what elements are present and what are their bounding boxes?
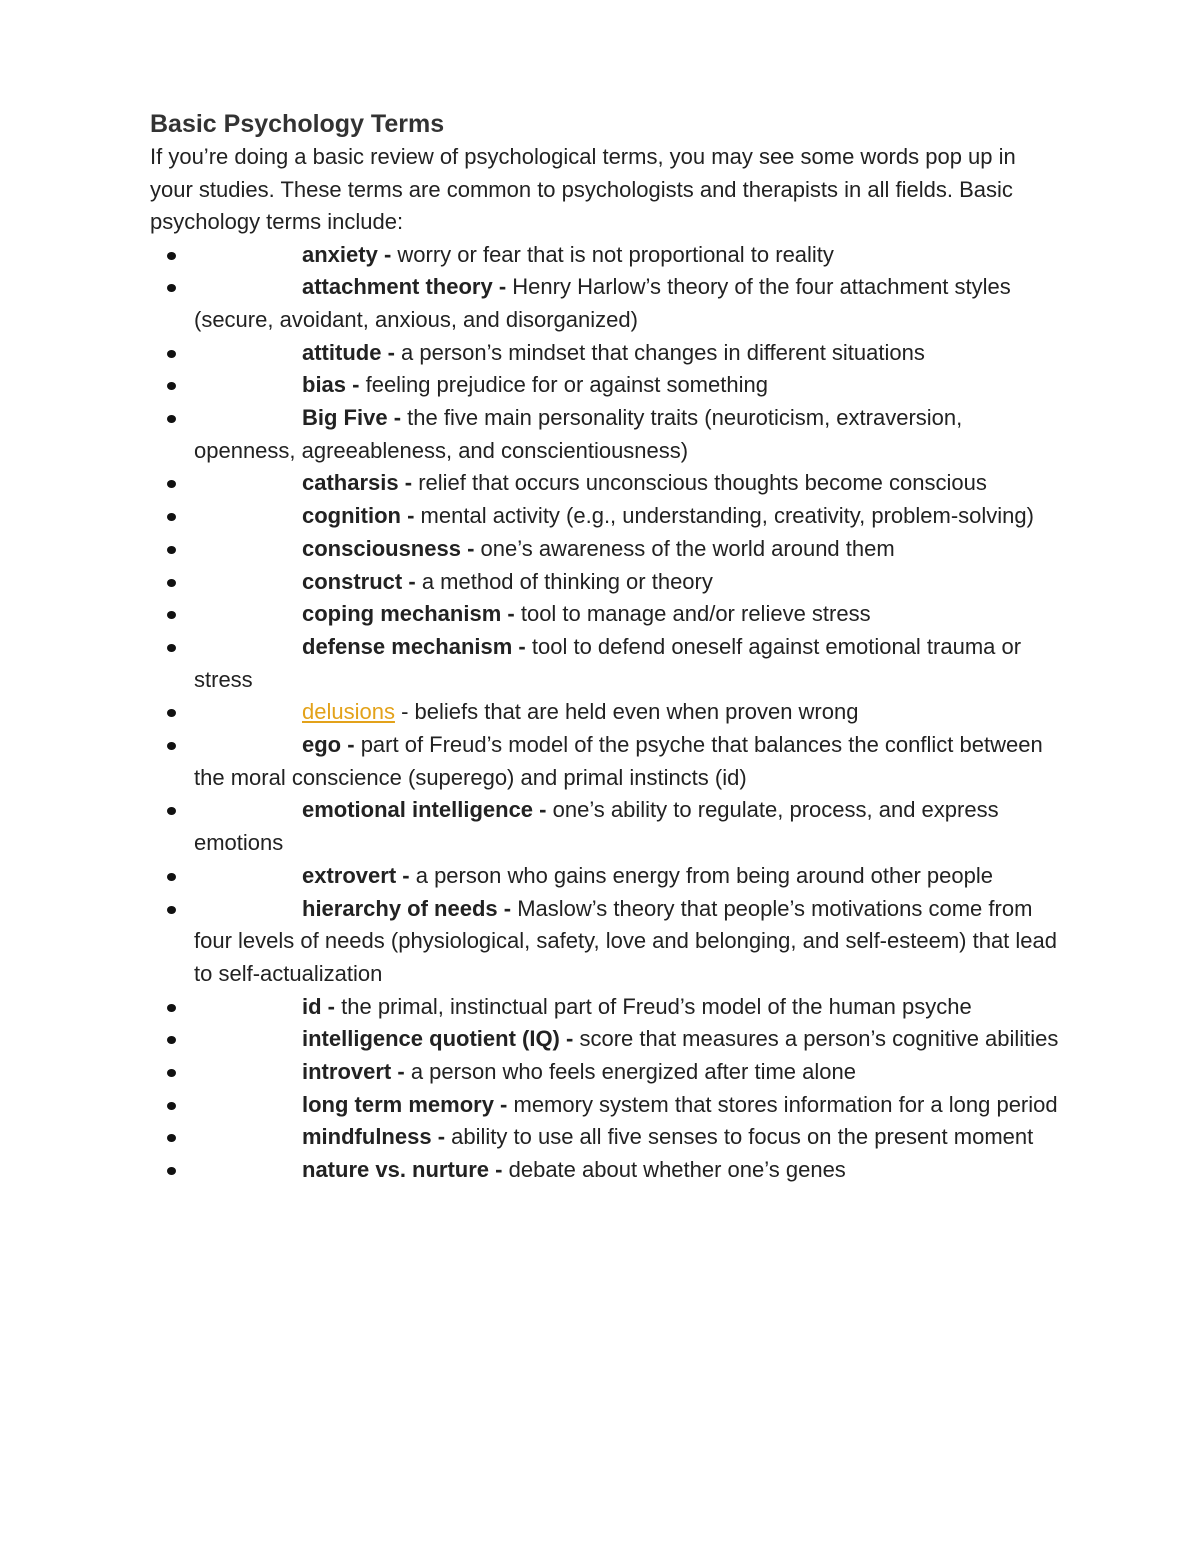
term-word: nature vs. nurture [302,1157,490,1183]
term-separator: - [387,405,408,431]
bullet-icon [167,1167,176,1175]
list-item [150,337,1060,370]
term-separator: - [398,470,419,496]
term-definition: worry or fear that is not proportional to reality [397,241,834,267]
bullet-icon [167,644,176,652]
bullet-icon [167,1036,176,1044]
term-definition: Maslow’s theory that people’s motivations come from four levels of needs (physiological, safety, love and belonging, and self-esteem) that lead to self-actualization [194,895,1057,986]
term-separator: - [431,1124,452,1150]
term-word: coping mechanism [302,601,502,627]
term-word: attitude [302,339,382,365]
list-item [150,860,1060,893]
term-separator: - [391,1059,411,1085]
term-separator: - [400,503,421,529]
term-definition: the five main personality traits (neuroticism, extraversion, openness, agreeableness, and conscientiousness) [194,405,963,463]
bullet-icon [167,382,176,390]
list-item [150,1089,1060,1122]
term-word: catharsis [302,470,399,496]
term-link[interactable]: delusions [302,699,395,725]
term-definition: a person who feels energized after time alone [410,1059,856,1085]
term-definition: feeling prejudice for or against something [365,372,768,398]
terms-list [150,239,1060,1187]
term-definition: a method of thinking or theory [421,568,713,594]
list-item [150,271,1060,336]
bullet-icon [167,807,176,815]
bullet-icon [167,611,176,619]
term-separator: - [321,993,342,1019]
list-item [150,794,1060,859]
term-word: bias [302,372,347,398]
bullet-icon [167,480,176,488]
term-separator: - [492,274,513,300]
bullet-icon [167,1004,176,1012]
term-separator: - [394,699,415,725]
page-title: Basic Psychology Terms [150,110,445,138]
term-word: id [302,993,322,1019]
term-separator: - [460,535,481,561]
list-item [150,1023,1060,1056]
list-item [150,893,1060,991]
term-separator: - [489,1157,509,1183]
list-item [150,729,1060,794]
bullet-icon [167,1069,176,1077]
list-item [150,1121,1060,1154]
bullet-icon [167,1102,176,1110]
term-word: Big Five [302,405,388,431]
term-definition: a person who gains energy from being around other people [415,862,993,888]
term-word: ego [302,732,342,758]
term-definition: Henry Harlow’s theory of the four attachment styles (secure, avoidant, anxious, and disorganized) [194,274,1011,332]
list-item [150,402,1060,467]
bullet-icon [167,350,176,358]
term-separator: - [497,895,518,921]
list-item [150,533,1060,566]
term-definition: score that measures a person’s cognitive abilities [579,1026,1059,1052]
bullet-icon [167,415,176,423]
term-word: defense mechanism [302,633,513,659]
term-definition: the primal, instinctual part of Freud’s model of the human psyche [341,993,972,1019]
term-word: construct [302,568,403,594]
document-page [150,108,1060,1187]
term-definition: mental activity (e.g., understanding, creativity, problem-solving) [420,503,1034,529]
term-separator: - [533,797,553,823]
bullet-icon [167,284,176,292]
term-definition: beliefs that are held even when proven wrong [414,699,859,725]
list-item [150,239,1060,272]
bullet-icon [167,513,176,521]
term-word: anxiety [302,241,378,267]
term-separator: - [512,633,532,659]
bullet-icon [167,873,176,881]
list-item [150,1154,1060,1187]
term-word: extrovert [302,862,397,888]
term-separator: - [493,1091,514,1117]
term-definition: one’s awareness of the world around them [480,535,895,561]
term-word: mindfulness [302,1124,432,1150]
term-word: attachment theory [302,274,493,300]
bullet-icon [167,252,176,260]
list-item [150,598,1060,631]
term-definition: memory system that stores information for a long period [513,1091,1058,1117]
term-separator: - [341,732,361,758]
term-definition: relief that occurs unconscious thoughts become conscious [418,470,987,496]
term-definition: part of Freud’s model of the psyche that balances the conflict between the moral conscience (superego) and primal instincts (id) [194,732,1043,790]
term-word: intelligence quotient (IQ) [302,1026,560,1052]
list-item [150,566,1060,599]
list-item [150,500,1060,533]
term-definition: one’s ability to regulate, process, and express emotions [194,797,999,856]
term-word: long term memory [302,1091,494,1117]
term-word: cognition [302,503,401,529]
term-separator: - [377,241,398,267]
term-definition: tool to defend oneself against emotional trauma or stress [194,633,1022,692]
term-definition: a person’s mindset that changes in different situations [401,339,925,365]
term-definition: debate about whether one’s genes [508,1157,846,1183]
term-definition: tool to manage and/or relieve stress [520,601,871,627]
list-item [150,696,1060,729]
bullet-icon [167,709,176,717]
term-word: introvert [302,1059,392,1085]
bullet-icon [167,906,176,914]
term-word: emotional intelligence [302,797,534,823]
term-separator: - [396,862,416,888]
list-item [150,369,1060,402]
bullet-icon [167,1134,176,1142]
term-separator: - [381,339,402,365]
term-word: consciousness [302,535,461,561]
bullet-icon [167,546,176,554]
list-item [150,1056,1060,1089]
intro-paragraph: If you’re doing a basic review of psychological terms, you may see some words pop up in your studies. These terms are common to psychologists and therapists in all fields. Basic psychology terms include: [150,144,1016,234]
term-definition: ability to use all five senses to focus on the present moment [451,1124,1034,1150]
bullet-icon [167,742,176,750]
list-item [150,991,1060,1024]
term-separator: - [501,601,521,627]
bullet-icon [167,579,176,587]
term-separator: - [402,568,422,594]
list-item [150,467,1060,500]
list-item [150,631,1060,696]
term-separator: - [346,372,366,398]
term-word: hierarchy of needs [302,895,498,921]
term-separator: - [559,1026,580,1052]
